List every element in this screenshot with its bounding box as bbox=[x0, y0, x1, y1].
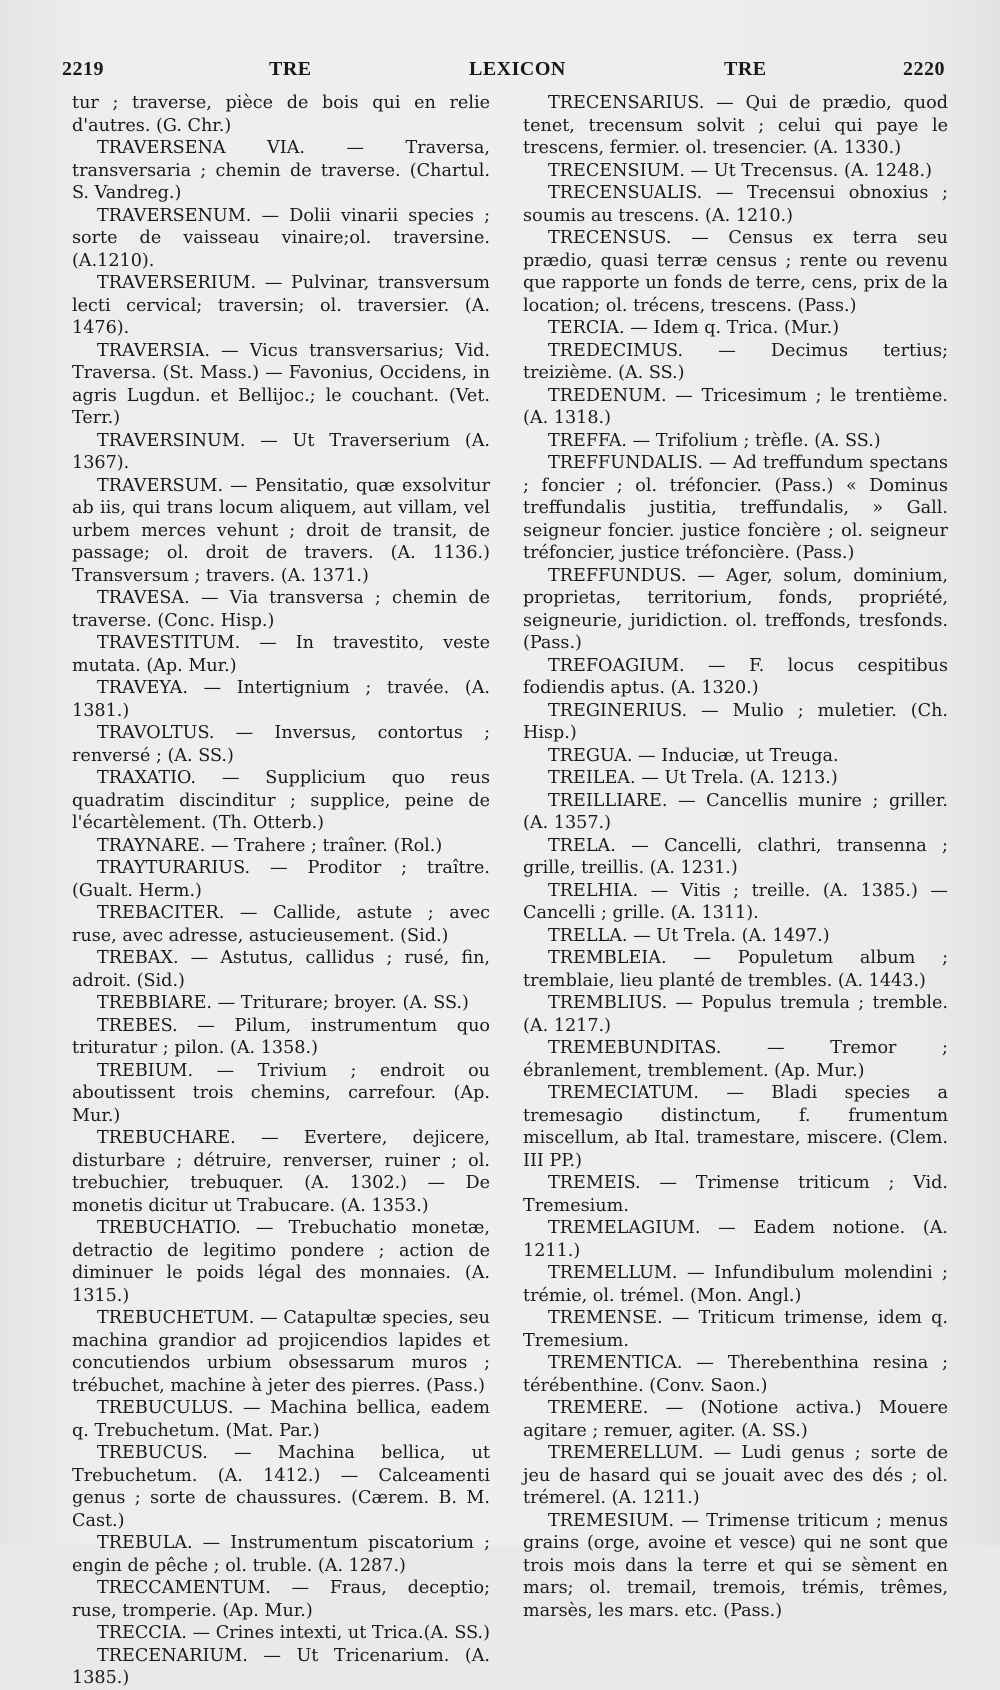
entry: TRECENARIUM. — Ut Tricenarium. (A. 1385.) bbox=[72, 1645, 490, 1688]
entry: TREBUCHETUM. — Catapultæ species, seu machina grandior ad projicendios lapides et concutiendos urbium obsessarum muros ; trébuchet, machine à jeter des pierres. (Pass.) bbox=[72, 1308, 490, 1396]
entry: TREMENTICA. — Therebenthina resina ; térébenthine. (Conv. Saon.) bbox=[523, 1353, 948, 1396]
entry: TREBUCHATIO. — Trebuchatio monetæ, detractio de legitimo pondere ; action de diminuer le poids légal des monnaies. (A. 1315.) bbox=[72, 1218, 490, 1306]
entry: TREBULA. — Instrumentum piscatorium ; engin de pêche ; ol. truble. (A. 1287.) bbox=[72, 1533, 490, 1576]
entry: tur ; traverse, pièce de bois qui en relie d'autres. (G. Chr.) bbox=[72, 93, 490, 136]
entry: TREGUA. — Induciæ, ut Treuga. bbox=[548, 745, 839, 766]
entry: TRELHIA. — Vitis ; treille. (A. 1385.) — Cancelli ; grille. (A. 1311). bbox=[523, 880, 948, 923]
entry: TRAVERSIA. — Vicus transversarius; Vid. Traversa. (St. Mass.) — Favonius, Occidens, in agris Lugdun. et Bellijoc.; le couchant. (Vet. Terr.) bbox=[72, 340, 490, 428]
entry: TRAVERSINUM. — Ut Traverserium (A. 1367). bbox=[72, 430, 490, 473]
entry: TREFFUNDUS. — Ager, solum, dominium, proprietas, territorium, fonds, propriété, seigneurie, juridiction. ol. treffonds, tresfonds. (Pass.) bbox=[523, 565, 948, 653]
running-head-center: LEXICON bbox=[469, 58, 566, 80]
page-header bbox=[62, 58, 945, 88]
entry: TRECCIA. — Crines intexti, ut Trica.(A. SS.) bbox=[97, 1623, 490, 1643]
entry: TREMENSE. — Triticum trimense, idem q. Tremesium. bbox=[523, 1308, 948, 1351]
entry: TRAVERSERIUM. — Pulvinar, transversum lecti cervical; traversin; ol. traversier. (A. 1476). bbox=[72, 273, 490, 338]
entry: TRAVERSENUM. — Dolii vinarii species ; sorte de vaisseau vinaire;ol. traversine.(A.1210). bbox=[72, 205, 490, 271]
entry: TREMEIS. — Trimense triticum ; Vid. Tremesium. bbox=[523, 1173, 948, 1216]
entry: TRAVESTITUM. — In travestito, veste mutata. (Ap. Mur.) bbox=[72, 633, 490, 676]
entry: TREGINERIUS. — Mulio ; muletier. (Ch. Hisp.) bbox=[523, 700, 948, 743]
entry: TERCIA. — Idem q. Trica. (Mur.) bbox=[548, 318, 840, 338]
entry: TREBUCULUS. — Machina bellica, eadem q. Trebuchetum. (Mat. Par.) bbox=[72, 1398, 490, 1441]
entry: TREMELLUM. — Infundibulum molendini ; trémie, ol. trémel. (Mon. Angl.) bbox=[523, 1263, 948, 1306]
entry: TRAVOLTUS. — Inversus, contortus ; renversé ; (A. SS.) bbox=[72, 723, 490, 766]
page-number-right: 2220 bbox=[903, 58, 945, 80]
entry: TRECCAMENTUM. — Fraus, deceptio; ruse, tromperie. (Ap. Mur.) bbox=[72, 1578, 490, 1621]
entry: TREDENUM. — Tricesimum ; le trentième. (A. 1318.) bbox=[523, 385, 948, 428]
entry: TREMBLIUS. — Populus tremula ; tremble. (A. 1217.) bbox=[523, 993, 948, 1036]
entry: TRELLA. — Ut Trela. (A. 1497.) bbox=[548, 925, 830, 946]
entry: TREBUCHARE. — Evertere, dejicere, disturbare ; détruire, renverser, ruiner ; ol. trebuchier, trebuquer. (A. 1302.) — De monetis dicitur ut Trabucare. (A. 1353.) bbox=[72, 1128, 490, 1216]
entry: TREMECIATUM. — Bladi species a tremesagio distinctum, f. frumentum miscellum, ab Ital. tramestare, miscere. (Clem. III PP.) bbox=[523, 1083, 948, 1171]
entry: TREMESIUM. — Trimense triticum ; menus grains (orge, avoine et vesce) qui ne sont que trois mois dans la terre et qui se sèment en mars; ol. tremail, tremois, trémis, trêmes, marsès, les mars. etc. (Pass.) bbox=[523, 1510, 948, 1621]
entry: TREFOAGIUM. — F. locus cespitibus fodiendis aptus. (A. 1320.) bbox=[523, 655, 948, 698]
entry: TREBBIARE. — Triturare; broyer. (A. SS.) bbox=[97, 993, 469, 1013]
entry: TRECENSUS. — Census ex terra seu prædio, quasi terræ census ; rente ou revenu que rapporte un fonds de terre, cens, prix de la location; ol. trécens, trescens. (Pass.) bbox=[523, 228, 948, 316]
entry: TREMBLEIA. — Populetum album ; tremblaie, lieu planté de trembles. (A. 1443.) bbox=[523, 948, 948, 991]
entry: TREFFA. — Trifolium ; trèfle. (A. SS.) bbox=[548, 430, 881, 451]
entry: TRAVEYA. — Intertignium ; travée. (A. 1381.) bbox=[72, 678, 490, 721]
entry: TRAVERSUM. — Pensitatio, quæ exsolvitur ab iis, qui trans locum aliquem, aut villam, vel urbem merces vehunt ; droit de transit, de passage; ol. droit de travers. (A. 1136.) Transversum ; travers. (A. 1371.) bbox=[72, 475, 490, 586]
entry: TRAYNARE. — Trahere ; traîner. (Rol.) bbox=[97, 835, 443, 856]
entry: TREBACITER. — Callide, astute ; avec ruse, avec adresse, astucieusement. (Sid.) bbox=[72, 903, 490, 946]
entry: TREMEBUNDITAS. — Tremor ; ébranlement, tremblement. (Ap. Mur.) bbox=[523, 1038, 948, 1081]
entry: TRAYTURARIUS. — Proditor ; traître. (Gualt. Herm.) bbox=[72, 858, 490, 901]
entry: TRECENSUALIS. — Trecensui obnoxius ; soumis au trescens. (A. 1210.) bbox=[523, 183, 948, 226]
entry: TRAVERSENA VIA. — Traversa, transversaria ; chemin de traverse. (Chartul. S. Vandreg.) bbox=[72, 138, 490, 203]
entry: TREDECIMUS. — Decimus tertius; treizième. (A. SS.) bbox=[523, 340, 948, 383]
entry: TREMERE. — (Notione activa.) Mouere agitare ; remuer, agiter. (A. SS.) bbox=[523, 1398, 948, 1441]
entry: TRAXATIO. — Supplicium quo reus quadratim discinditur ; supplice, peine de l'écartèlement. (Th. Otterb.) bbox=[72, 768, 490, 833]
page-number-left: 2219 bbox=[62, 58, 104, 80]
entry: TRELA. — Cancelli, clathri, transenna ; grille, treillis. (A. 1231.) bbox=[523, 835, 948, 878]
running-head-left: TRE bbox=[269, 58, 312, 80]
running-head-right: TRE bbox=[724, 58, 767, 80]
entry: TREILLIARE. — Cancellis munire ; griller. (A. 1357.) bbox=[523, 790, 948, 833]
right-column bbox=[523, 92, 948, 1622]
entry: TRECENSARIUS. — Qui de prædio, quod tenet, trecensum solvit ; celui qui paye le trescens, fermier. ol. tresencier. (A. 1330.) bbox=[523, 93, 948, 158]
entry: TRAVESA. — Via transversa ; chemin de traverse. (Conc. Hisp.) bbox=[72, 588, 490, 631]
entry: TRECENSIUM. — Ut Trecensus. (A. 1248.) bbox=[548, 160, 932, 181]
left-column bbox=[72, 92, 490, 1690]
entry: TREBAX. — Astutus, callidus ; rusé, fin, adroit. (Sid.) bbox=[72, 948, 490, 991]
entry: TREBES. — Pilum, instrumentum quo trituratur ; pilon. (A. 1358.) bbox=[72, 1015, 490, 1058]
entry: TREILEA. — Ut Trela. (A. 1213.) bbox=[548, 768, 838, 788]
entry: TREMERELLUM. — Ludi genus ; sorte de jeu de hasard qui se jouait avec des dés ; ol. trémerel. (A. 1211.) bbox=[523, 1443, 948, 1508]
entry: TREBIUM. — Trivium ; endroit ou aboutissent trois chemins, carrefour. (Ap. Mur.) bbox=[72, 1060, 490, 1126]
entry: TREBUCUS. — Machina bellica, ut Trebuchetum. (A. 1412.) — Calceamenti genus ; sorte de chaussures. (Cærem. B. M. Cast.) bbox=[72, 1443, 490, 1531]
entry: TREMELAGIUM. — Eadem notione. (A. 1211.) bbox=[523, 1218, 948, 1261]
entry: TREFFUNDALIS. — Ad treffundum spectans ; foncier ; ol. tréfoncier. (Pass.) « Dominus treffundalis justitia, treffundalis, » Gall. seigneur foncier. justice foncière ; ol. seigneur tréfoncier, justice tréfoncière. (Pass.) bbox=[523, 453, 948, 563]
